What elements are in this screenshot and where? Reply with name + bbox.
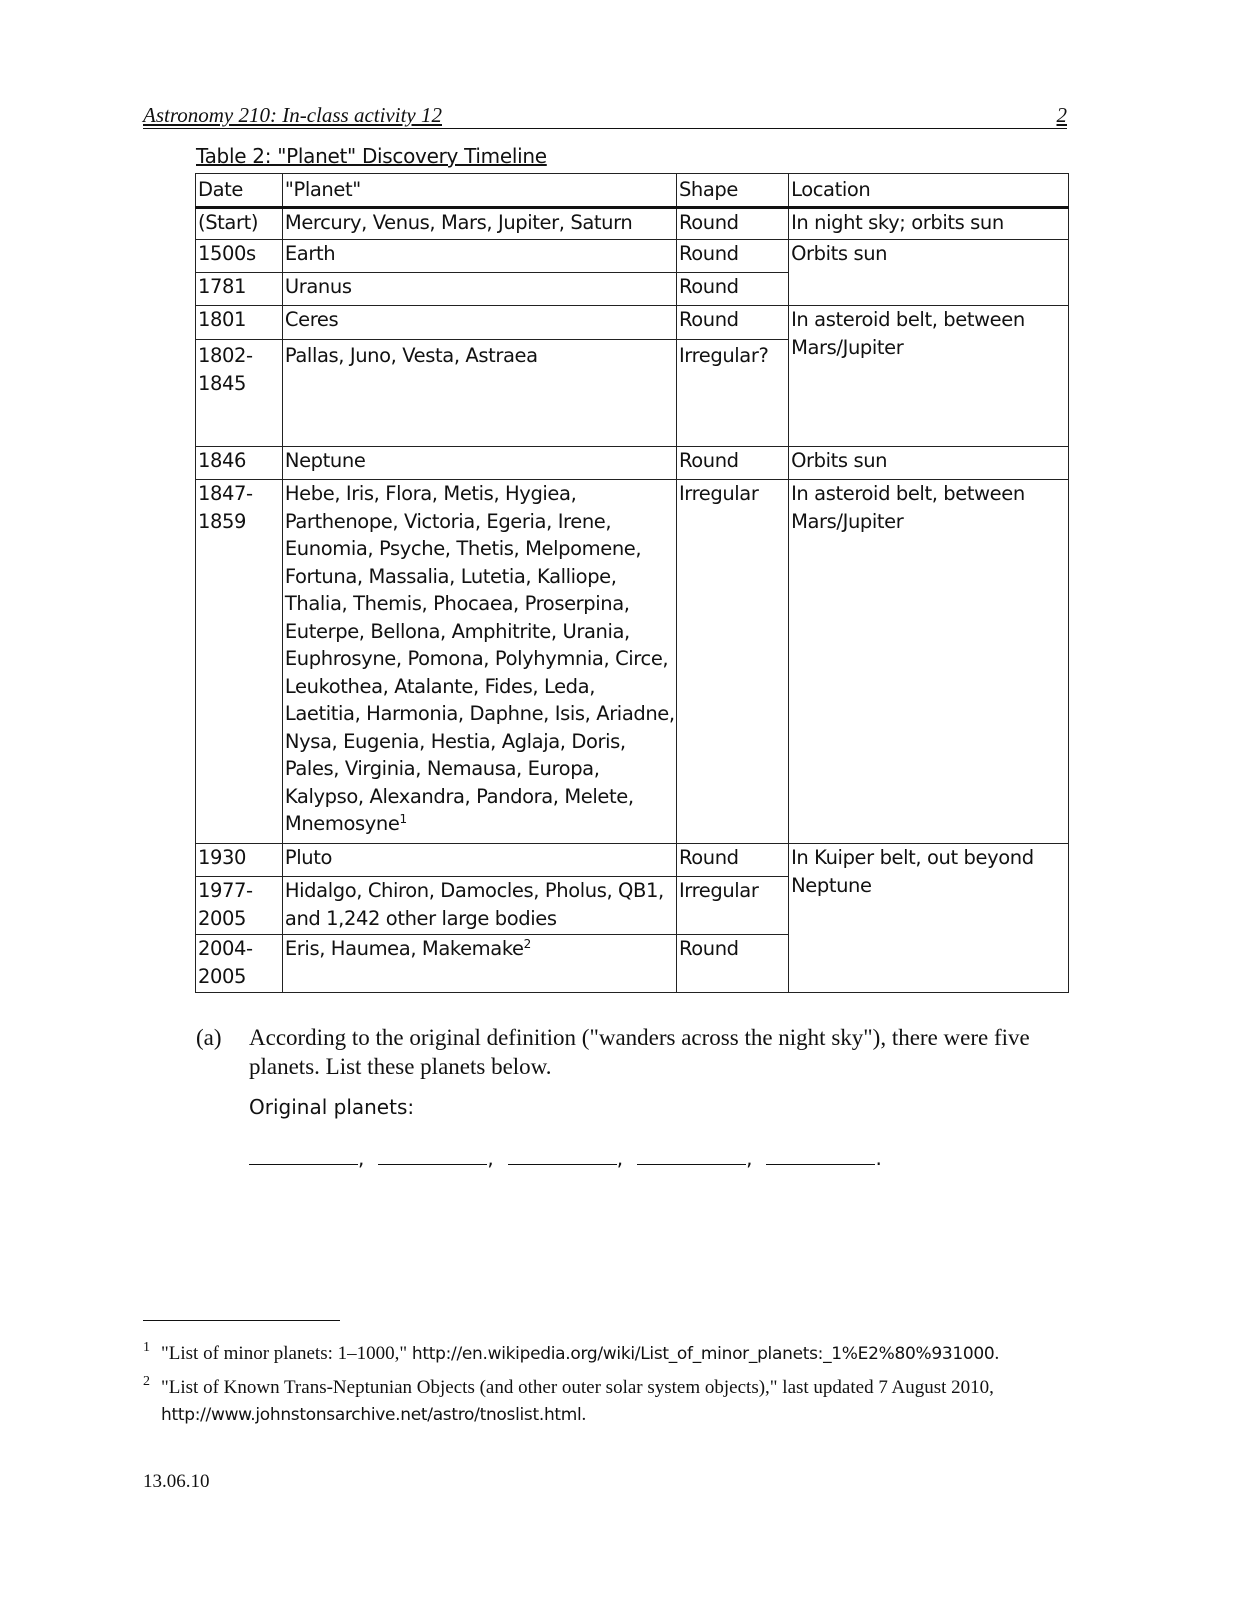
shape-cell: Round xyxy=(676,844,788,877)
column-header-shape: Shape xyxy=(676,174,788,208)
shape-cell: Round xyxy=(676,306,788,340)
planet-cell: Ceres xyxy=(282,306,676,340)
date-cell: 1930 xyxy=(196,844,283,877)
discovery-timeline-table xyxy=(195,173,1069,993)
planet-cell xyxy=(282,480,676,844)
footnote-number: 2 xyxy=(143,1374,150,1389)
date-cell: 1500s xyxy=(196,240,283,273)
column-header-planet: "Planet" xyxy=(282,174,676,208)
planet-cell: Neptune xyxy=(282,447,676,480)
location-cell: In Kuiper belt, out beyond Neptune xyxy=(789,844,1069,993)
date-cell: 1977- 2005 xyxy=(196,877,283,935)
table-row xyxy=(196,240,1069,273)
planet-cell: Hidalgo, Chiron, Damocles, Pholus, QB1, and 1,242 other large bodies xyxy=(282,877,676,935)
planet-cell: Earth xyxy=(282,240,676,273)
course-title: Astronomy 210: In-class activity 12 xyxy=(143,103,442,127)
footnote-ref: 2 xyxy=(523,937,531,951)
planet-cell: Pallas, Juno, Vesta, Astraea xyxy=(282,340,676,447)
date-cell: 1781 xyxy=(196,273,283,306)
footnote-ref: 1 xyxy=(399,812,407,826)
planet-cell: Mercury, Venus, Mars, Jupiter, Saturn xyxy=(282,208,676,240)
date-cell: 1802- 1845 xyxy=(196,340,283,447)
column-header-location: Location xyxy=(789,174,1069,208)
answer-blank[interactable] xyxy=(637,1148,746,1165)
planet-list: Eris, Haumea, Makemake xyxy=(284,937,524,960)
shape-cell: Round xyxy=(676,208,788,240)
footnote-url[interactable]: http://www.johnstonsarchive.net/astro/tnoslist.html xyxy=(161,1405,582,1425)
footnote-end: . xyxy=(994,1343,1000,1364)
answer-blank[interactable] xyxy=(766,1148,875,1165)
footnote-text: "List of Known Trans-Neptunian Objects (and other outer solar system objects)," last updated 7 August 2010, xyxy=(161,1377,994,1398)
shape-cell: Irregular? xyxy=(676,340,788,447)
date-cell: 2004- 2005 xyxy=(196,935,283,993)
location-cell: Orbits sun xyxy=(789,240,1069,306)
shape-cell: Round xyxy=(676,273,788,306)
answer-label: Original planets: xyxy=(249,1095,415,1119)
location-cell: In asteroid belt, between Mars/Jupiter xyxy=(789,480,1069,844)
table-row xyxy=(196,208,1069,240)
shape-cell: Round xyxy=(676,447,788,480)
column-header-date: Date xyxy=(196,174,283,208)
shape-cell: Round xyxy=(676,240,788,273)
location-cell: Orbits sun xyxy=(789,447,1069,480)
footnote-text: "List of minor planets: 1–1000," xyxy=(161,1343,408,1364)
table-row xyxy=(196,844,1069,877)
table-row xyxy=(196,447,1069,480)
planet-cell xyxy=(282,935,676,993)
shape-cell: Irregular xyxy=(676,480,788,844)
planet-cell: Pluto xyxy=(282,844,676,877)
date-cell: 1846 xyxy=(196,447,283,480)
table-caption: Table 2: "Planet" Discovery Timeline xyxy=(196,144,547,168)
footnote-end: . xyxy=(581,1404,587,1425)
planet-cell: Uranus xyxy=(282,273,676,306)
answer-blanks: , , , , . xyxy=(249,1146,882,1170)
table-header-row xyxy=(196,174,1069,208)
date-cell: 1847- 1859 xyxy=(196,480,283,844)
shape-cell: Irregular xyxy=(676,877,788,935)
page-header xyxy=(143,101,1067,129)
planet-list: Hebe, Iris, Flora, Metis, Hygiea, Parthenope, Victoria, Egeria, Irene, Eunomia, Psyche, Thetis, Melpomene, Fortuna, Massalia, Lutetia, Kalliope, Thalia, Themis, Phocaea, Proserpina, Euterpe, Bellona, Amphitrite, Urania, Euphrosyne, Pomona, Polyhymnia, Circe, Leukothea, Atalante, Fides, Leda, Laetitia, Harmonia, Daphne, Isis, Ariadne, Nysa, Eugenia, Hestia, Aglaja, Doris, Pales, Virginia, Nemausa, Europa, Kalypso, Alexandra, Pandora, Melete, Mnemosyne xyxy=(284,482,675,835)
answer-blank[interactable] xyxy=(378,1148,487,1165)
date-cell: 1801 xyxy=(196,306,283,340)
location-cell: In night sky; orbits sun xyxy=(789,208,1069,240)
location-cell: In asteroid belt, between Mars/Jupiter xyxy=(789,306,1069,447)
table-row xyxy=(196,306,1069,340)
shape-cell: Round xyxy=(676,935,788,993)
table-row xyxy=(196,480,1069,844)
footnote-divider xyxy=(143,1320,340,1321)
answer-blank[interactable] xyxy=(508,1148,617,1165)
question-text: According to the original definition ("wanders across the night sky"), there were five planets. List these planets below. xyxy=(249,1025,1030,1079)
date-cell: (Start) xyxy=(196,208,283,240)
footnote-url[interactable]: http://en.wikipedia.org/wiki/List_of_minor_planets:_1%E2%80%931000 xyxy=(411,1344,995,1364)
document-date: 13.06.10 xyxy=(143,1471,210,1492)
answer-blank[interactable] xyxy=(249,1148,358,1165)
question-label: (a) xyxy=(196,1025,222,1050)
footnote-number: 1 xyxy=(143,1340,150,1355)
page-number: 2 xyxy=(1056,103,1067,127)
